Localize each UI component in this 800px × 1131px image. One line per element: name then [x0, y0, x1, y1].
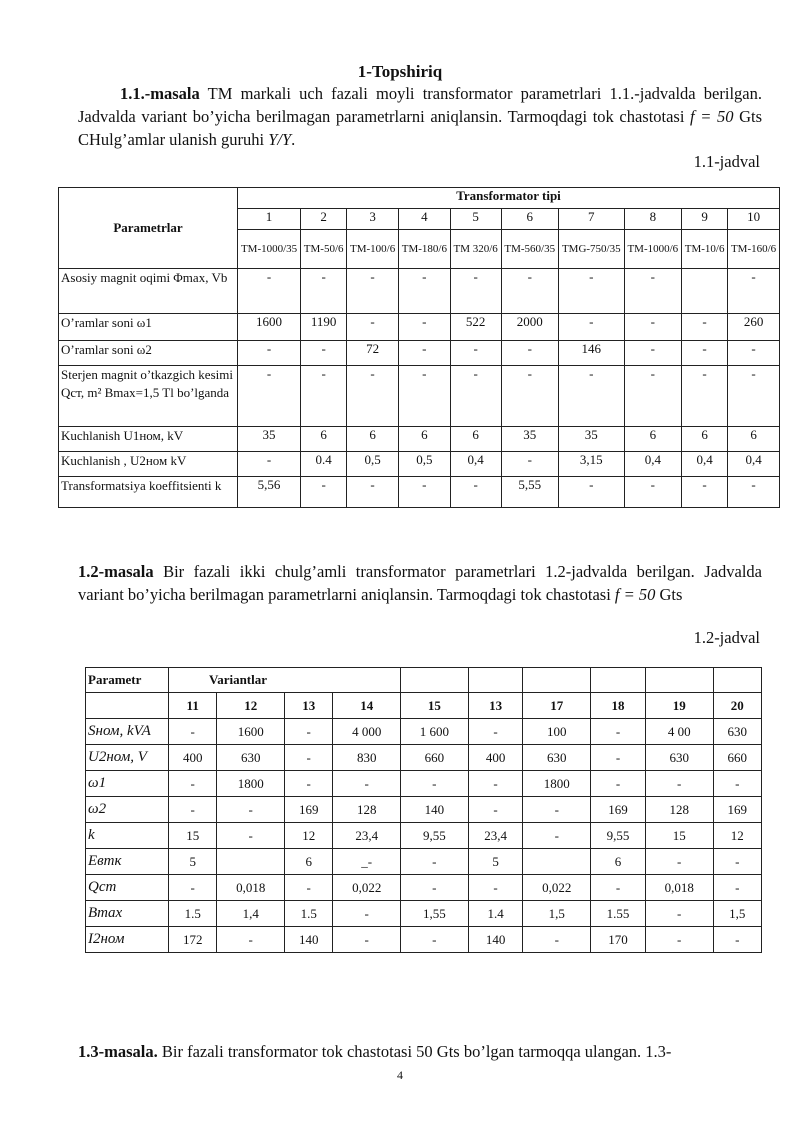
- cell-value: 5: [169, 849, 217, 875]
- cell-value: 140: [285, 927, 333, 953]
- cell-value: -: [645, 927, 713, 953]
- cell-value: 35: [238, 427, 301, 452]
- problem-1-2-body-2: Gts: [655, 585, 683, 604]
- cell-value: 1800: [217, 771, 285, 797]
- cell-value: 5: [468, 849, 523, 875]
- transformer-type: TM-180/6: [398, 230, 450, 269]
- cell-value: 0,018: [645, 875, 713, 901]
- table-row: [86, 719, 762, 745]
- blank-cell: [86, 693, 169, 719]
- transformer-type: TM-1000/6: [624, 230, 681, 269]
- table-row: [86, 875, 762, 901]
- cell-value: -: [624, 314, 681, 341]
- cell-value: -: [169, 797, 217, 823]
- table-row: [86, 927, 762, 953]
- table-row: [86, 849, 762, 875]
- page-number: 4: [397, 1068, 403, 1082]
- transformer-type: TM-10/6: [682, 230, 728, 269]
- cell-value: 1,5: [523, 901, 591, 927]
- cell-value: -: [523, 823, 591, 849]
- cell-value: 169: [285, 797, 333, 823]
- cell-value: -: [645, 771, 713, 797]
- cell-value: 1,4: [217, 901, 285, 927]
- cell-value: -: [238, 341, 301, 366]
- cell-value: 660: [401, 745, 469, 771]
- cell-value: -: [728, 341, 780, 366]
- cell-value: 0,018: [217, 875, 285, 901]
- cell-value: -: [169, 771, 217, 797]
- cell-value: -: [238, 452, 301, 477]
- cell-value: [682, 269, 728, 314]
- table-row: [59, 477, 780, 508]
- cell-value: [217, 849, 285, 875]
- cell-value: 9,55: [401, 823, 469, 849]
- problem-1-2-text: [78, 560, 762, 606]
- cell-value: -: [238, 366, 301, 427]
- variant-number: 9: [682, 209, 728, 230]
- cell-value: 35: [558, 427, 624, 452]
- cell-value: 1 600: [401, 719, 469, 745]
- row-label: U2ном, V: [86, 745, 169, 771]
- cell-value: -: [558, 314, 624, 341]
- transformer-type: TM-1000/35: [238, 230, 301, 269]
- row-label: ω1: [86, 771, 169, 797]
- cell-value: [523, 849, 591, 875]
- cell-value: -: [333, 927, 401, 953]
- cell-value: 1.55: [591, 901, 646, 927]
- cell-value: -: [285, 771, 333, 797]
- transformer-type: TM-100/6: [347, 230, 399, 269]
- cell-value: -: [301, 269, 347, 314]
- row-label: ω2: [86, 797, 169, 823]
- cell-value: -: [347, 477, 399, 508]
- problem-1-1-label: 1.1.-masala: [120, 84, 200, 103]
- cell-value: 630: [523, 745, 591, 771]
- cell-value: 128: [333, 797, 401, 823]
- cell-value: -: [333, 901, 401, 927]
- cell-value: 2000: [501, 314, 558, 341]
- table-2-caption: 1.2-jadval: [693, 628, 760, 647]
- cell-value: 5,55: [501, 477, 558, 508]
- problem-1-1-body: TM markali uch fazali moyli transformator parametrlari 1.1.-jadvalda berilgan. Jadvalda variant bo’yicha berilmagan parametrlarni aniqlansin. Tarmoqdagi tok chastotasi: [78, 84, 762, 126]
- cell-value: 169: [591, 797, 646, 823]
- cell-value: 0,022: [523, 875, 591, 901]
- row-label: Kuchlanish , U2ном kV: [59, 452, 238, 477]
- row-label: I2ном: [86, 927, 169, 953]
- table-row: [86, 823, 762, 849]
- variant-number: 7: [558, 209, 624, 230]
- row-label: Qст: [86, 875, 169, 901]
- cell-value: 0,5: [398, 452, 450, 477]
- cell-value: 1.5: [169, 901, 217, 927]
- problem-1-1-body-2: Gts CHulg’amlar ulanish guruhi: [78, 107, 762, 149]
- frequency-formula-2: f = 50: [614, 585, 656, 604]
- cell-value: -: [728, 477, 780, 508]
- blank-header: [523, 668, 591, 693]
- cell-value: -: [401, 927, 469, 953]
- cell-value: 6: [450, 427, 501, 452]
- cell-value: -: [450, 366, 501, 427]
- param-header-2: Parametr: [86, 668, 169, 693]
- cell-value: 522: [450, 314, 501, 341]
- transformer-type: TM-560/35: [501, 230, 558, 269]
- transformer-type: TM 320/6: [450, 230, 501, 269]
- cell-value: -: [347, 366, 399, 427]
- blank-header: [591, 668, 646, 693]
- cell-value: 23,4: [468, 823, 523, 849]
- cell-value: -: [501, 341, 558, 366]
- cell-value: 0,4: [450, 452, 501, 477]
- row-label: Kuchlanish U1ном, kV: [59, 427, 238, 452]
- frequency-formula: f = 50: [690, 107, 734, 126]
- cell-value: -: [398, 477, 450, 508]
- row-label: Sном, kVA: [86, 719, 169, 745]
- blank-header: [713, 668, 761, 693]
- cell-value: 6: [285, 849, 333, 875]
- cell-value: -: [401, 771, 469, 797]
- cell-value: -: [624, 341, 681, 366]
- table-row: [59, 427, 780, 452]
- variant-number-row-2: [86, 693, 762, 719]
- cell-value: -: [450, 477, 501, 508]
- cell-value: -: [645, 849, 713, 875]
- cell-value: -: [401, 849, 469, 875]
- table-row: [86, 901, 762, 927]
- cell-value: 6: [624, 427, 681, 452]
- row-label: Transformatsiya koeffitsienti k: [59, 477, 238, 508]
- cell-value: 172: [169, 927, 217, 953]
- cell-value: _-: [333, 849, 401, 875]
- cell-value: 169: [713, 797, 761, 823]
- cell-value: -: [217, 927, 285, 953]
- cell-value: -: [398, 366, 450, 427]
- problem-1-2-label: 1.2-masala: [78, 562, 154, 581]
- variant-number: 13: [468, 693, 523, 719]
- cell-value: -: [398, 314, 450, 341]
- blank-header: [468, 668, 523, 693]
- row-label: k: [86, 823, 169, 849]
- table-row: [59, 366, 780, 427]
- cell-value: -: [624, 269, 681, 314]
- variant-number: 6: [501, 209, 558, 230]
- cell-value: -: [450, 341, 501, 366]
- cell-value: 3,15: [558, 452, 624, 477]
- cell-value: 23,4: [333, 823, 401, 849]
- type-header: Transformator tipi: [238, 188, 780, 209]
- transformer-table: [58, 187, 780, 508]
- cell-value: 100: [523, 719, 591, 745]
- cell-value: -: [398, 341, 450, 366]
- cell-value: 0.4: [301, 452, 347, 477]
- row-label: Asosiy magnit oqimi Φmax, Vb: [59, 269, 238, 314]
- cell-value: -: [468, 719, 523, 745]
- cell-value: -: [468, 875, 523, 901]
- variant-number: 2: [301, 209, 347, 230]
- problem-1-3-body: Bir fazali transformator tok chastotasi 50 Gts bo’lgan tarmoqqa ulangan. 1.3-: [157, 1042, 672, 1061]
- cell-value: -: [682, 314, 728, 341]
- cell-value: 5,56: [238, 477, 301, 508]
- cell-value: -: [591, 719, 646, 745]
- cell-value: -: [713, 771, 761, 797]
- cell-value: 146: [558, 341, 624, 366]
- variants-header: Variantlar: [169, 668, 401, 693]
- row-label: Eвтк: [86, 849, 169, 875]
- blank-header: [645, 668, 713, 693]
- cell-value: -: [301, 366, 347, 427]
- cell-value: -: [217, 823, 285, 849]
- variant-number: 14: [333, 693, 401, 719]
- cell-value: -: [169, 875, 217, 901]
- cell-value: 1,55: [401, 901, 469, 927]
- cell-value: -: [347, 269, 399, 314]
- cell-value: 0,4: [624, 452, 681, 477]
- param-header: Parametrlar: [59, 188, 238, 269]
- cell-value: -: [624, 366, 681, 427]
- cell-value: 630: [713, 719, 761, 745]
- single-phase-table: [85, 667, 762, 953]
- transformer-type: TM-50/6: [301, 230, 347, 269]
- problem-1-1-text: [78, 82, 762, 151]
- table-row: [59, 341, 780, 366]
- blank-header: [401, 668, 469, 693]
- variant-number: 8: [624, 209, 681, 230]
- cell-value: -: [468, 771, 523, 797]
- cell-value: 15: [645, 823, 713, 849]
- cell-value: 1,5: [713, 901, 761, 927]
- cell-value: 140: [401, 797, 469, 823]
- cell-value: -: [398, 269, 450, 314]
- cell-value: -: [713, 849, 761, 875]
- cell-value: 400: [468, 745, 523, 771]
- variant-number: 5: [450, 209, 501, 230]
- cell-value: 630: [645, 745, 713, 771]
- problem-1-3-label: 1.3-masala.: [78, 1042, 158, 1061]
- table-row: [86, 745, 762, 771]
- cell-value: 0,4: [728, 452, 780, 477]
- variant-number: 10: [728, 209, 780, 230]
- cell-value: -: [285, 745, 333, 771]
- table-row: [86, 797, 762, 823]
- cell-value: -: [468, 797, 523, 823]
- cell-value: -: [728, 366, 780, 427]
- cell-value: -: [285, 719, 333, 745]
- variant-number: 19: [645, 693, 713, 719]
- cell-value: 128: [645, 797, 713, 823]
- cell-value: -: [501, 452, 558, 477]
- cell-value: -: [591, 771, 646, 797]
- cell-value: 140: [468, 927, 523, 953]
- cell-value: 9,55: [591, 823, 646, 849]
- table-row: [59, 269, 780, 314]
- table-row: [86, 771, 762, 797]
- table-1-caption: 1.1-jadval: [693, 152, 760, 171]
- cell-value: -: [558, 366, 624, 427]
- cell-value: -: [347, 314, 399, 341]
- cell-value: -: [333, 771, 401, 797]
- cell-value: 6: [591, 849, 646, 875]
- cell-value: -: [523, 927, 591, 953]
- transformer-type: TMG-750/35: [558, 230, 624, 269]
- variant-number: 12: [217, 693, 285, 719]
- cell-value: -: [450, 269, 501, 314]
- row-label: Sterjen magnit o’tkazgich kesimi Qст, m² Bmax=1,5 Tl bo’lganda: [59, 366, 238, 427]
- problem-1-2-body: Bir fazali ikki chulg’amli transformator parametrlari 1.2-jadvalda berilgan. Jadvalda variant bo’yicha berilmagan parametrlarni aniqlansin. Tarmoqdagi tok chastotasi: [78, 562, 762, 604]
- cell-value: -: [238, 269, 301, 314]
- row-label: O’ramlar soni ω2: [59, 341, 238, 366]
- cell-value: -: [558, 269, 624, 314]
- cell-value: 660: [713, 745, 761, 771]
- cell-value: -: [591, 745, 646, 771]
- cell-value: -: [624, 477, 681, 508]
- cell-value: -: [501, 366, 558, 427]
- variant-number: 18: [591, 693, 646, 719]
- cell-value: -: [558, 477, 624, 508]
- cell-value: 15: [169, 823, 217, 849]
- cell-value: 1600: [238, 314, 301, 341]
- cell-value: 830: [333, 745, 401, 771]
- table-row: [59, 314, 780, 341]
- variant-number: 3: [347, 209, 399, 230]
- cell-value: -: [713, 875, 761, 901]
- cell-value: 35: [501, 427, 558, 452]
- cell-value: -: [682, 477, 728, 508]
- cell-value: -: [713, 927, 761, 953]
- cell-value: -: [682, 366, 728, 427]
- cell-value: 6: [347, 427, 399, 452]
- cell-value: 170: [591, 927, 646, 953]
- variant-number: 15: [401, 693, 469, 719]
- cell-value: 1600: [217, 719, 285, 745]
- cell-value: 1.5: [285, 901, 333, 927]
- cell-value: 1.4: [468, 901, 523, 927]
- row-label: Bmax: [86, 901, 169, 927]
- cell-value: 12: [285, 823, 333, 849]
- cell-value: -: [285, 875, 333, 901]
- cell-value: 4 000: [333, 719, 401, 745]
- cell-value: 630: [217, 745, 285, 771]
- cell-value: 0,022: [333, 875, 401, 901]
- cell-value: -: [501, 269, 558, 314]
- problem-1-3-text: [78, 1040, 762, 1063]
- cell-value: -: [217, 797, 285, 823]
- cell-value: 1190: [301, 314, 347, 341]
- transformer-type: TM-160/6: [728, 230, 780, 269]
- variant-number: 13: [285, 693, 333, 719]
- cell-value: -: [301, 477, 347, 508]
- cell-value: 260: [728, 314, 780, 341]
- cell-value: 6: [398, 427, 450, 452]
- period: .: [291, 130, 296, 149]
- cell-value: 4 00: [645, 719, 713, 745]
- cell-value: -: [645, 901, 713, 927]
- cell-value: -: [401, 875, 469, 901]
- variant-number: 17: [523, 693, 591, 719]
- cell-value: -: [728, 269, 780, 314]
- cell-value: 6: [301, 427, 347, 452]
- cell-value: 6: [682, 427, 728, 452]
- table-row: [59, 452, 780, 477]
- cell-value: 72: [347, 341, 399, 366]
- cell-value: -: [682, 341, 728, 366]
- cell-value: -: [169, 719, 217, 745]
- variant-number: 1: [238, 209, 301, 230]
- variant-number: 11: [169, 693, 217, 719]
- cell-value: 0,4: [682, 452, 728, 477]
- cell-value: 400: [169, 745, 217, 771]
- variant-number: 4: [398, 209, 450, 230]
- cell-value: 1800: [523, 771, 591, 797]
- connection-group: Y/Y: [268, 130, 292, 149]
- page-title: 1-Topshiriq: [357, 62, 443, 81]
- cell-value: 6: [728, 427, 780, 452]
- row-label: O’ramlar soni ω1: [59, 314, 238, 341]
- cell-value: 12: [713, 823, 761, 849]
- cell-value: -: [591, 875, 646, 901]
- cell-value: -: [523, 797, 591, 823]
- cell-value: 0,5: [347, 452, 399, 477]
- cell-value: -: [301, 341, 347, 366]
- variant-number: 20: [713, 693, 761, 719]
